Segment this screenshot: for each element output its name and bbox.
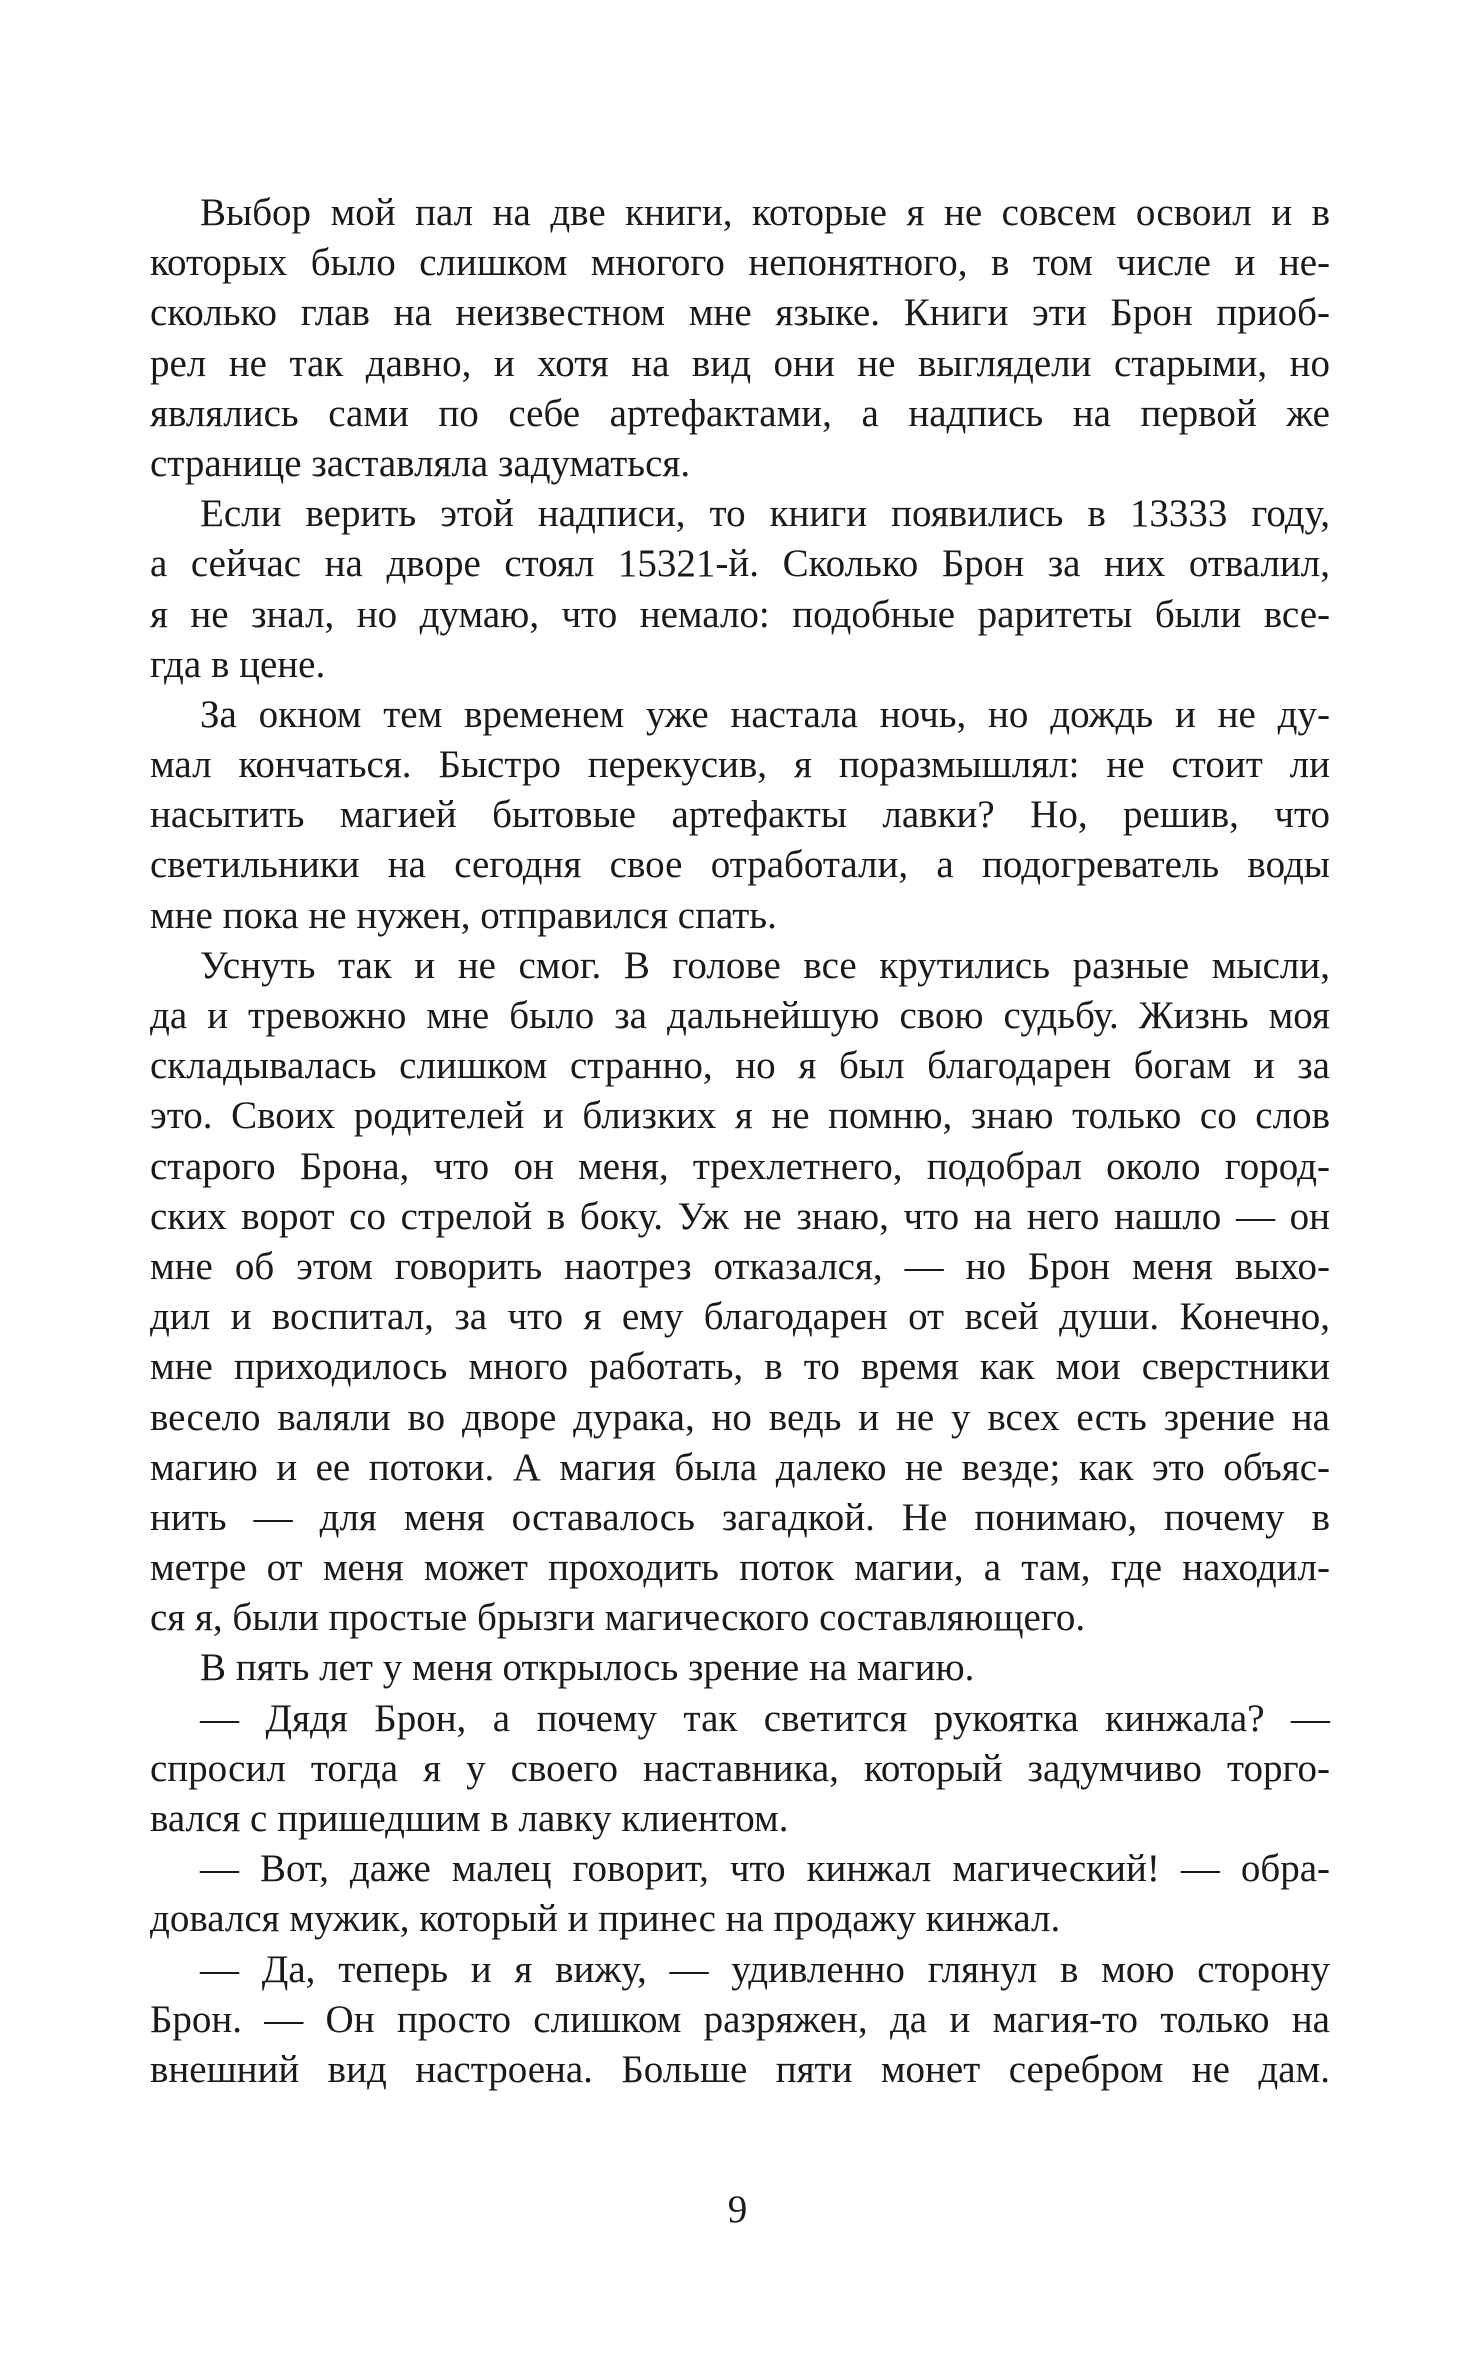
text-line: ся я, были простые брызги магического составляющего. — [150, 1596, 1086, 1640]
text-line: спросил тогда я у своего наставника, который задумчиво торго- — [150, 1746, 1330, 1790]
text-line: я не знал, но думаю, что немало: подобные раритеты были все- — [150, 592, 1330, 636]
text-line: ских ворот со стрелой в боку. Уж не знаю, что на него нашло — он — [150, 1194, 1330, 1238]
text-line: мне об этом говорить наотрез отказался, — но Брон меня выхо- — [150, 1244, 1330, 1288]
text-line: это. Своих родителей и близких я не помню, знаю только со слов — [150, 1094, 1330, 1138]
text-line: гда в цене. — [150, 642, 326, 686]
text-line: мне пока не нужен, отправился спать. — [150, 893, 777, 937]
text-line: нить — для меня оставалось загадкой. Не понимаю, почему в — [150, 1495, 1330, 1539]
text-line: мне приходилось много работать, в то время как мои сверстники — [150, 1345, 1330, 1389]
text-line: насытить магией бытовые артефакты лавки? Но, решив, что — [150, 793, 1330, 837]
text-line: — Да, теперь и я вижу, — удивленно глянул в мою сторону — [200, 1947, 1330, 1991]
text-line: Выбор мой пал на две книги, которые я не совсем освоил и в — [200, 191, 1330, 234]
text-line: весело валяли во дворе дурака, но ведь и не у всех есть зрение на — [150, 1395, 1330, 1439]
text-line: метре от меня может проходить поток магии, а там, где находил- — [150, 1546, 1330, 1590]
text-line: а сейчас на дворе стоял 15321-й. Сколько Брон за них отвалил, — [150, 542, 1330, 586]
text-line: Уснуть так и не смог. В голове все крутились разные мысли, — [200, 943, 1330, 987]
text-line: странице заставляла задуматься. — [150, 441, 691, 485]
text-line: да и тревожно мне было за дальнейшую свою судьбу. Жизнь моя — [150, 994, 1330, 1037]
text-line: — Вот, даже малец говорит, что кинжал магический! — обра- — [200, 1847, 1330, 1891]
text-line: сколько глав на неизвестном мне языке. Книги эти Брон приоб- — [150, 291, 1330, 335]
text-line: Брон. — Он просто слишком разряжен, да и магия-то только на — [150, 1997, 1330, 2041]
body-text — [150, 188, 1330, 2095]
text-line: вался с пришедшим в лавку клиентом. — [150, 1797, 789, 1840]
text-line: магию и ее потоки. А магия была далеко не везде; как это объяс- — [150, 1445, 1330, 1489]
text-line: мал кончаться. Быстро перекусив, я поразмышлял: не стоит ли — [150, 743, 1330, 787]
text-line: — Дядя Брон, а почему так светится рукоятка кинжала? — — [200, 1696, 1330, 1740]
text-line: которых было слишком многого непонятного, в том числе и не- — [150, 241, 1330, 285]
text-line: являлись сами по себе артефактами, а надпись на первой же — [150, 391, 1330, 435]
text-line: За окном тем временем уже настала ночь, но дождь и не ду- — [200, 692, 1330, 736]
text-line: светильники на сегодня свое отработали, а подогреватель воды — [150, 843, 1330, 887]
text-line: довался мужик, который и принес на продажу кинжал. — [150, 1897, 1061, 1941]
text-line: рел не так давно, и хотя на вид они не выглядели старыми, но — [150, 341, 1330, 385]
text-line: старого Брона, что он меня, трехлетнего, подобрал около город- — [150, 1144, 1330, 1188]
text-line: Если верить этой надписи, то книги появились в 13333 году, — [200, 492, 1330, 536]
text-line: дил и воспитал, за что я ему благодарен от всей души. Конечно, — [150, 1295, 1330, 1339]
text-line: складывалась слишком странно, но я был благодарен богам и за — [150, 1044, 1330, 1088]
text-line: В пять лет у меня открылось зрение на магию. — [200, 1646, 975, 1690]
text-line: внешний вид настроена. Больше пяти монет серебром не дам. — [150, 2047, 1330, 2091]
page-number: 9 — [727, 2188, 748, 2231]
